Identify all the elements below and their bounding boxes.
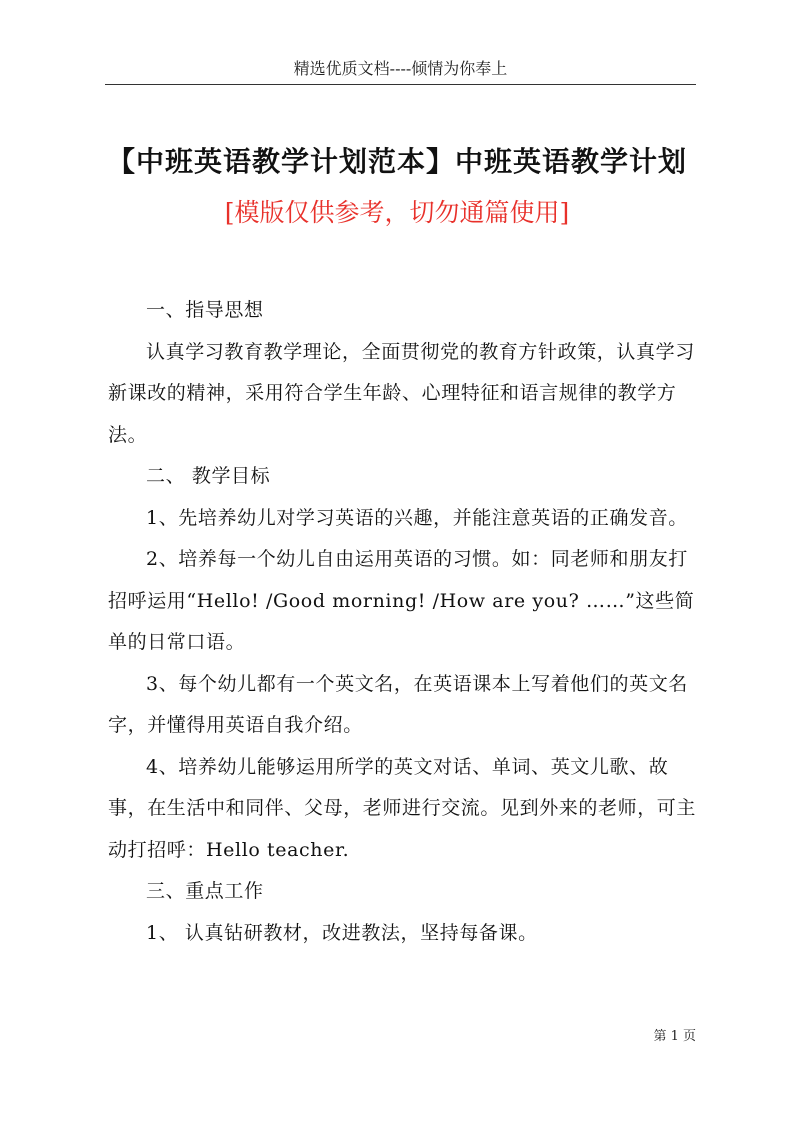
section-heading-guiding: 一、指导思想 <box>146 299 264 321</box>
section-heading-key-work: 三、重点工作 <box>146 880 264 902</box>
section-heading-goals: 二、 教学目标 <box>146 465 271 487</box>
paragraph-goal-2: 2、培养每一个幼儿自由运用英语的习惯。如：同老师和朋友打招呼运用“Hello! /Good morning! /How are you? ……”这些简单的日常口语。 <box>108 548 695 653</box>
paragraph-key-work-1: 1、 认真钻研教材，改进教法，坚持每备课。 <box>146 921 538 944</box>
document-title: 【中班英语教学计划范本】中班英语教学计划 <box>106 145 687 178</box>
header-divider <box>105 84 696 85</box>
document-subtitle: [模版仅供参考，切勿通篇使用] <box>224 198 570 227</box>
page-number: 第 1 页 <box>653 1029 696 1044</box>
paragraph-goal-1: 1、先培养幼儿对学习英语的兴趣，并能注意英语的正确发音。 <box>146 506 688 529</box>
document-body <box>108 290 698 954</box>
running-header: 精选优质文档----倾情为你奉上 <box>293 59 508 78</box>
paragraph-guiding: 认真学习教育教学理论，全面贯彻党的教育方针政策，认真学习新课改的精神，采用符合学生年龄、心理特征和语言规律的教学方法。 <box>108 340 695 446</box>
paragraph-goal-3: 3、每个幼儿都有一个英文名，在英语课本上写着他们的英文名字，并懂得用英语自我介绍。 <box>108 672 688 736</box>
paragraph-goal-4: 4、培养幼儿能够运用所学的英文对话、单词、英文儿歌、故事，在生活中和同伴、父母，老师进行交流。见到外来的老师，可主动打招呼：Hello teacher. <box>108 755 697 861</box>
